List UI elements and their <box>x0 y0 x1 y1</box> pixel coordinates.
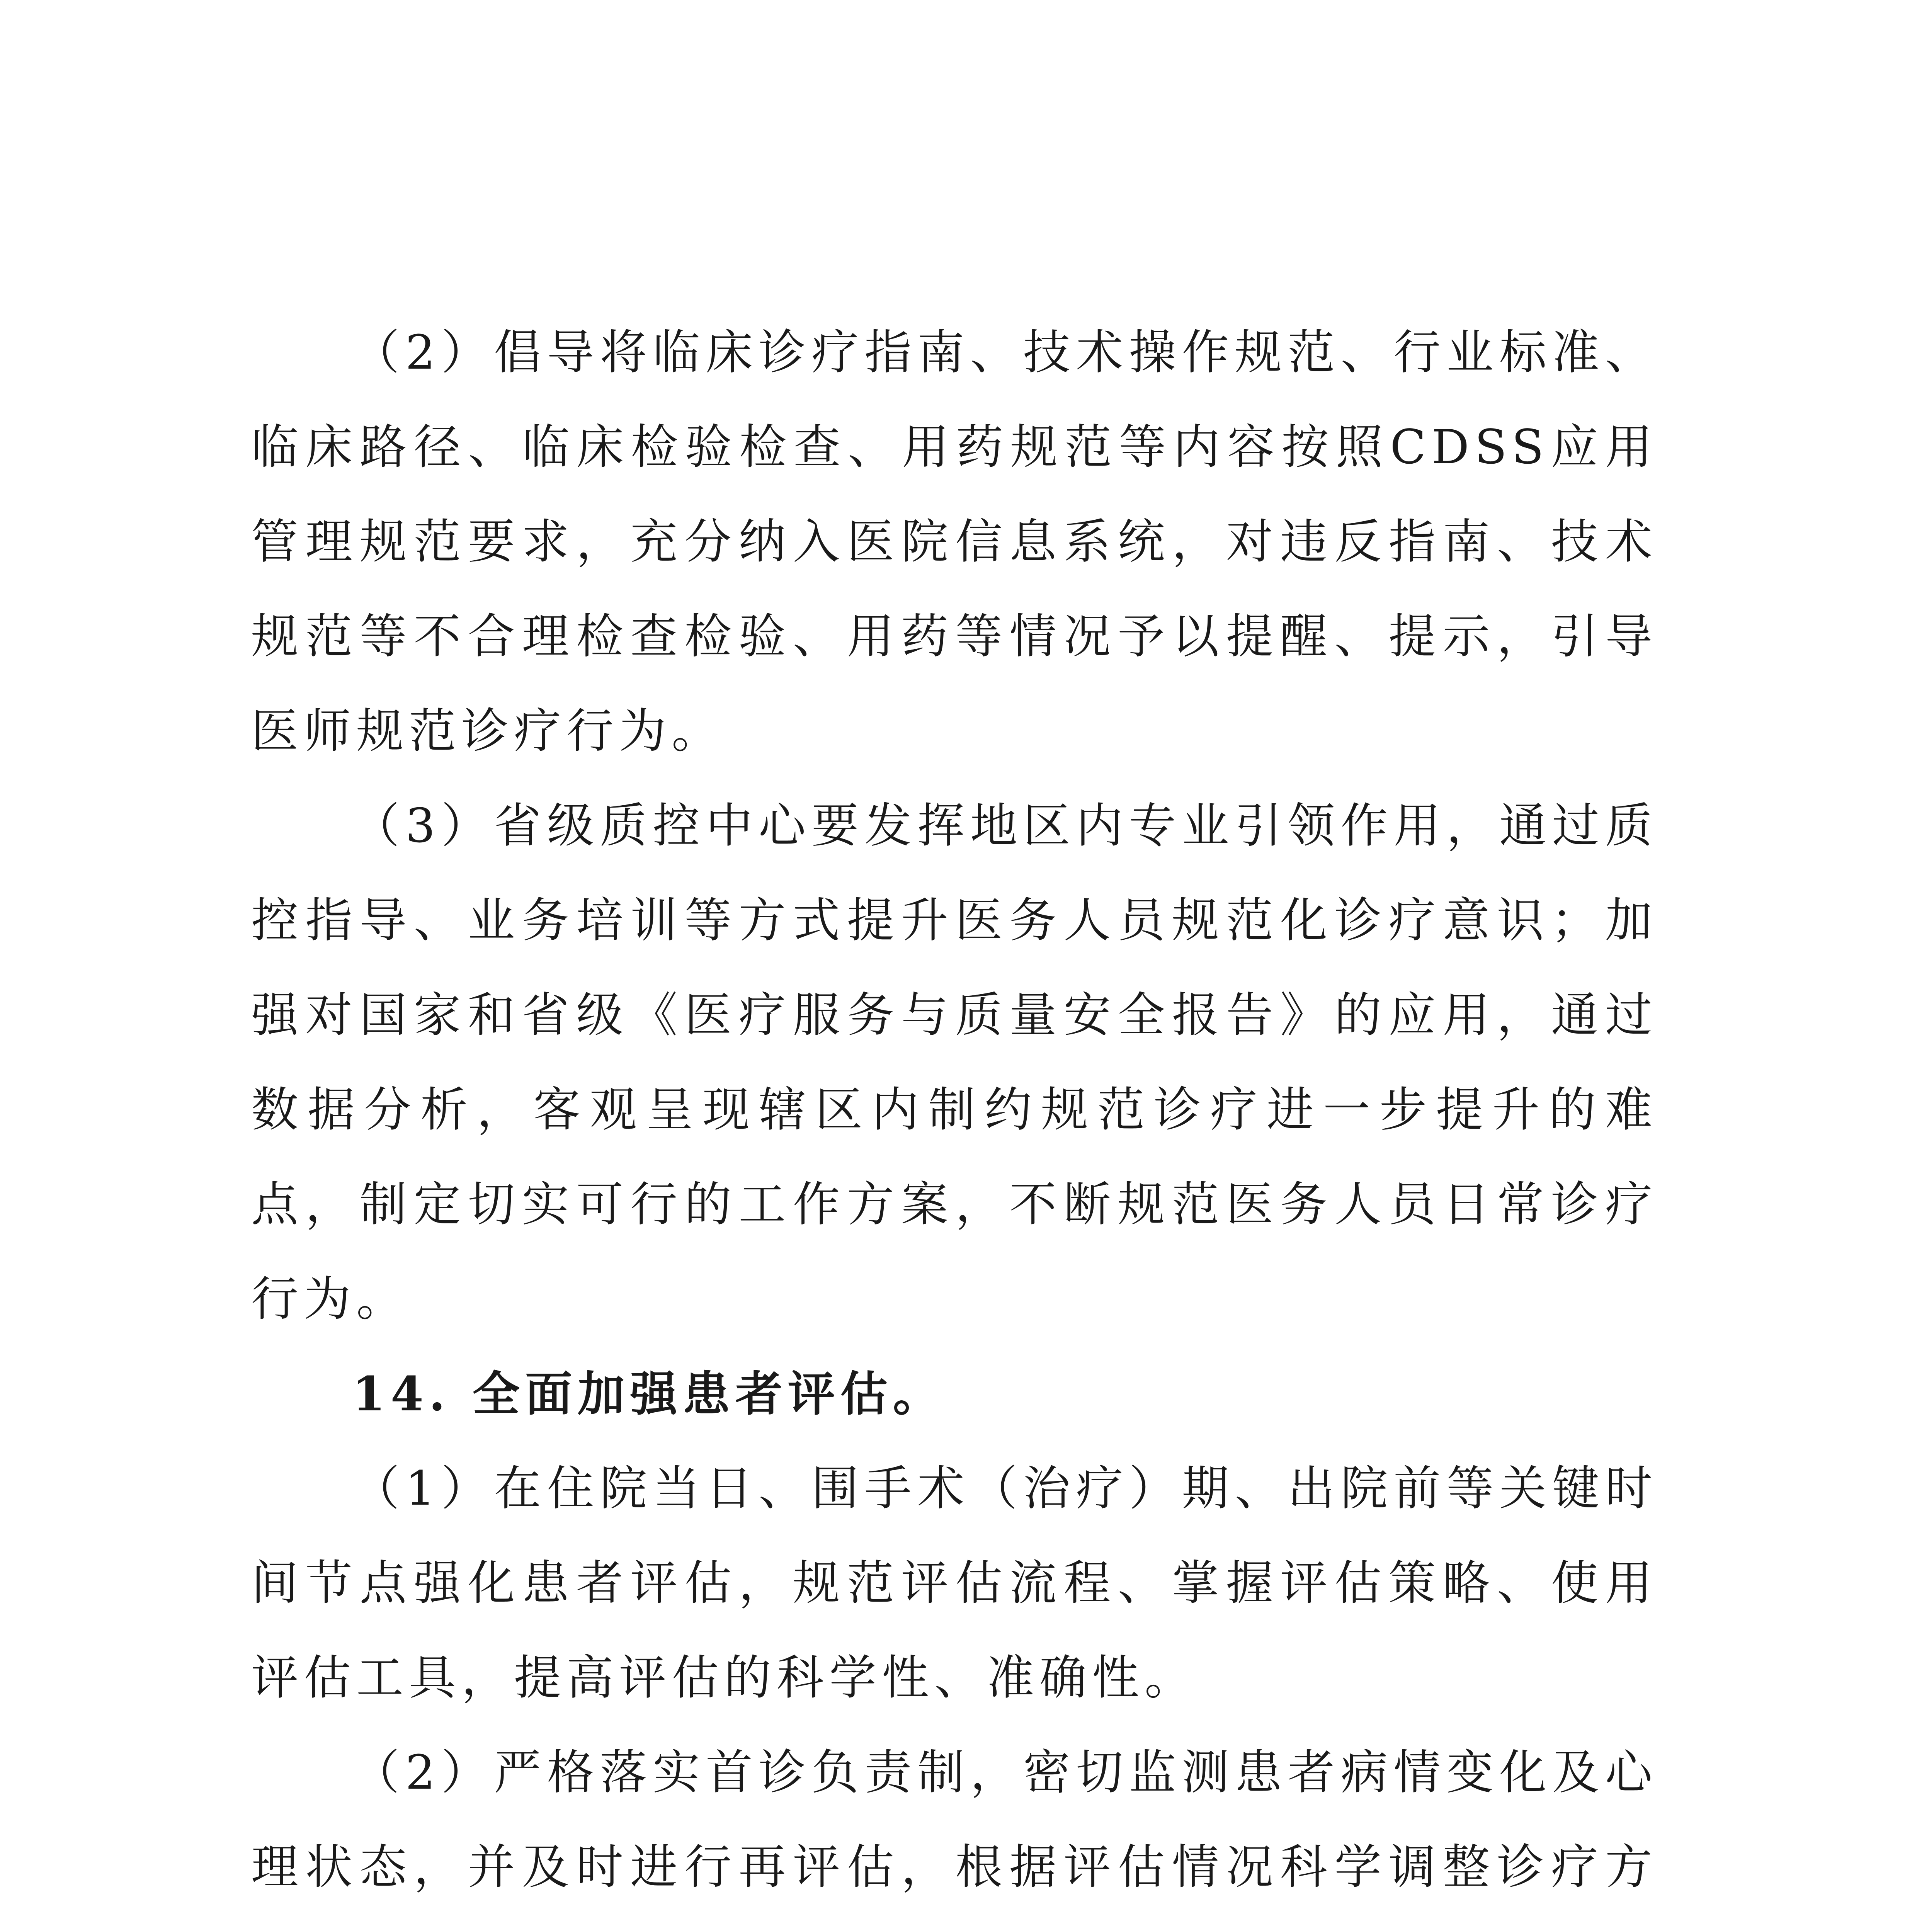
paragraph-item-2: （2）倡导将临床诊疗指南、技术操作规范、行业标准、临床路径、临床检验检查、用药规范等内容按照CDSS应用管理规范要求，充分纳入医院信息系统，对违反指南、技术规范等不合理检查检验、用药等情况予以提醒、提示，引导医师规范诊疗行为。 <box>251 325 1658 759</box>
section-heading-14: 14. 全面加强患者评估。 <box>352 1366 946 1422</box>
paragraph-item-3: （3）省级质控中心要发挥地区内专业引领作用，通过质控指导、业务培训等方式提升医务人员规范化诊疗意识；加强对国家和省级《医疗服务与质量安全报告》的应用，通过数据分析，客观呈现辖区内制约规范诊疗进一步提升的难点，制定切实可行的工作方案，不断规范医务人员日常诊疗行为。 <box>251 798 1658 1327</box>
document-body <box>251 305 1658 1932</box>
paragraph-item-1: （1）在住院当日、围手术（治疗）期、出院前等关键时间节点强化患者评估，规范评估流程、掌握评估策略、使用评估工具，提高评估的科学性、准确性。 <box>251 1461 1658 1705</box>
paragraph-item-2b: （2）严格落实首诊负责制，密切监测患者病情变化及心理状态，并及时进行再评估，根据评估情况科学调整诊疗方 <box>251 1745 1658 1895</box>
